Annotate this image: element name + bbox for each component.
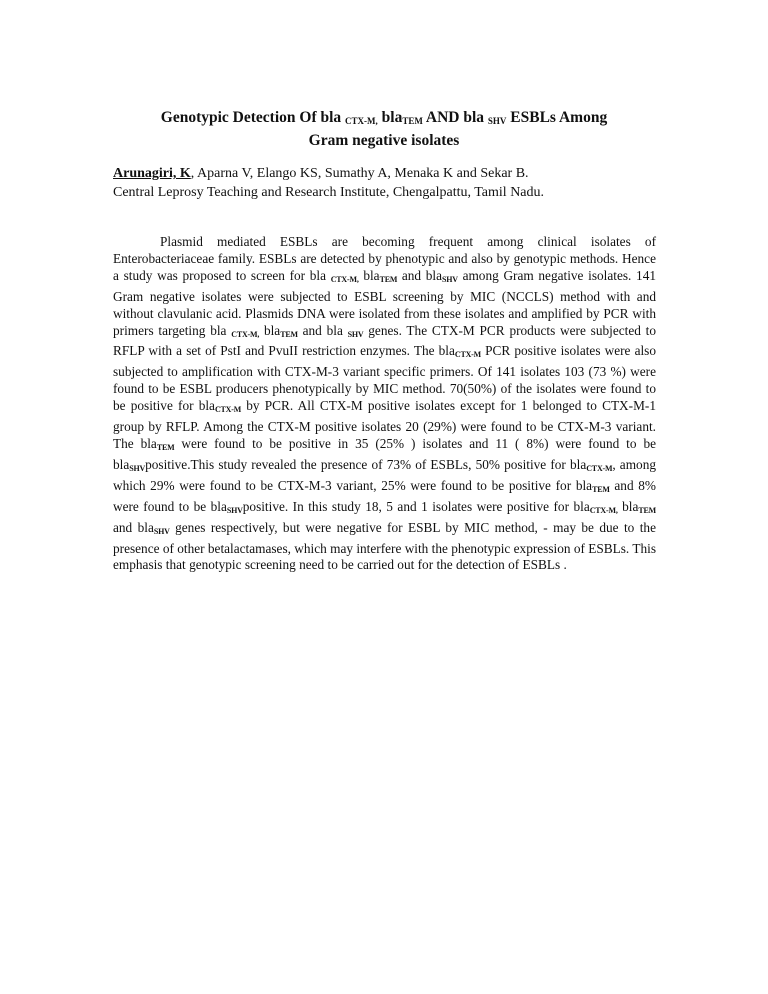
gene-subscript: CTX-M, [330, 274, 359, 284]
gene-subscript: TEM [379, 274, 398, 284]
abstract-text: positive. In this study 18, 5 and 1 isolates were positive for bla [242, 498, 590, 514]
gene-subscript: TEM [638, 505, 656, 515]
gene-subscript: CTX-M [214, 405, 242, 415]
author-list [113, 164, 673, 183]
abstract-text: positive.This study revealed the presence of 73% of ESBLs, 50% positive for bla [145, 456, 587, 472]
abstract-text: by PCR. All CTX-M positive isolates except for 1 belonged to CTX-M-1 group by RFLP. Among the CTX-M positive isolates 20 (29%) were found to be CTX-M-3 variant. The bla [113, 398, 656, 451]
gene-subscript: TEM [156, 442, 175, 452]
abstract-text: were found to be positive in 35 (25% ) isolates and 11 ( 8%) were found to be bla [113, 435, 656, 472]
gene-subscript: CTX-M, [231, 329, 260, 339]
gene-subscript: SHV [129, 463, 146, 473]
abstract-text: , among which 29% were found to be CTX-M-3 variant, 25% were found to be positive for bla [113, 456, 656, 493]
lead-author: Arunagiri, K [113, 166, 191, 181]
abstract-text: and bla [297, 322, 348, 338]
abstract-text: genes. The CTX-M PCR products were subjected to RFLP with a set of PstI and PvuII restriction enzymes. The bla [113, 322, 656, 359]
author-affiliation: Central Leprosy Teaching and Research Institute, Chengalpattu, Tamil Nadu. [113, 185, 545, 200]
paper-title [100, 108, 668, 151]
gene-subscript: SHV [347, 329, 364, 339]
gene-subscript: CTX-M [454, 350, 481, 360]
gene-subscript: SHV [442, 274, 458, 284]
abstract-text: bla [358, 267, 380, 283]
abstract-text: PCR positive isolates were also subjected to amplification with CTX-M-3 variant specific primers. Of 141 isolates 103 (73 %) were found to be ESBL producers phenotypically by MIC method. 70(50%) of the isolates were found to be positive for bla [113, 343, 656, 414]
abstract-text: and bla [113, 519, 154, 535]
gene-subscript: SHV [153, 526, 170, 536]
title-text: Genotypic Detection Of bla [160, 109, 346, 126]
abstract-text: among Gram negative isolates. 141 Gram negative isolates were subjected to ESBL screening by MIC (NCCLS) method with and without clavulanic acid. Plasmids DNA were isolated from these isolates and amplified by PCR with primers targeting bla [113, 267, 656, 338]
abstract-body [113, 234, 656, 574]
co-authors: , Aparna V, Elango KS, Sumathy A, Menaka K and Sekar B. [190, 166, 529, 181]
gene-subscript: CTX-M, [589, 505, 618, 515]
title-text: bla [377, 109, 403, 126]
abstract-text: bla [259, 322, 281, 338]
title-text: ESBLs Among [506, 109, 608, 126]
abstract-text: bla [617, 498, 639, 514]
gene-subscript: TEM [592, 484, 610, 494]
gene-subscript: CTX-M [586, 463, 613, 473]
abstract-text: Plasmid mediated ESBLs are becoming frequent among clinical isolates of Enterobacteriaceae family. ESBLs are detected by phenotypic and also by genotypic methods. Hence a study was proposed to screen for bla [113, 234, 656, 283]
title-gene-subscript: SHV [487, 116, 507, 126]
title-text: AND bla [422, 109, 488, 126]
title-line-2: Gram negative isolates [308, 132, 460, 149]
abstract-text: and 8% were found to be bla [113, 477, 657, 514]
gene-subscript: SHV [226, 505, 243, 515]
title-gene-subscript: TEM [402, 116, 423, 126]
abstract-text: and bla [397, 267, 443, 283]
abstract-text: genes respectively, but were negative for ESBL by MIC method, - may be due to the presence of other betalactamases, which may interfere with the phenotypic expression of ESBLs. This emphasis that genotypic screening need to be carried out for the detection of ESBLs . [113, 519, 656, 573]
title-gene-subscript: CTX-M, [345, 116, 378, 126]
gene-subscript: TEM [280, 329, 298, 339]
